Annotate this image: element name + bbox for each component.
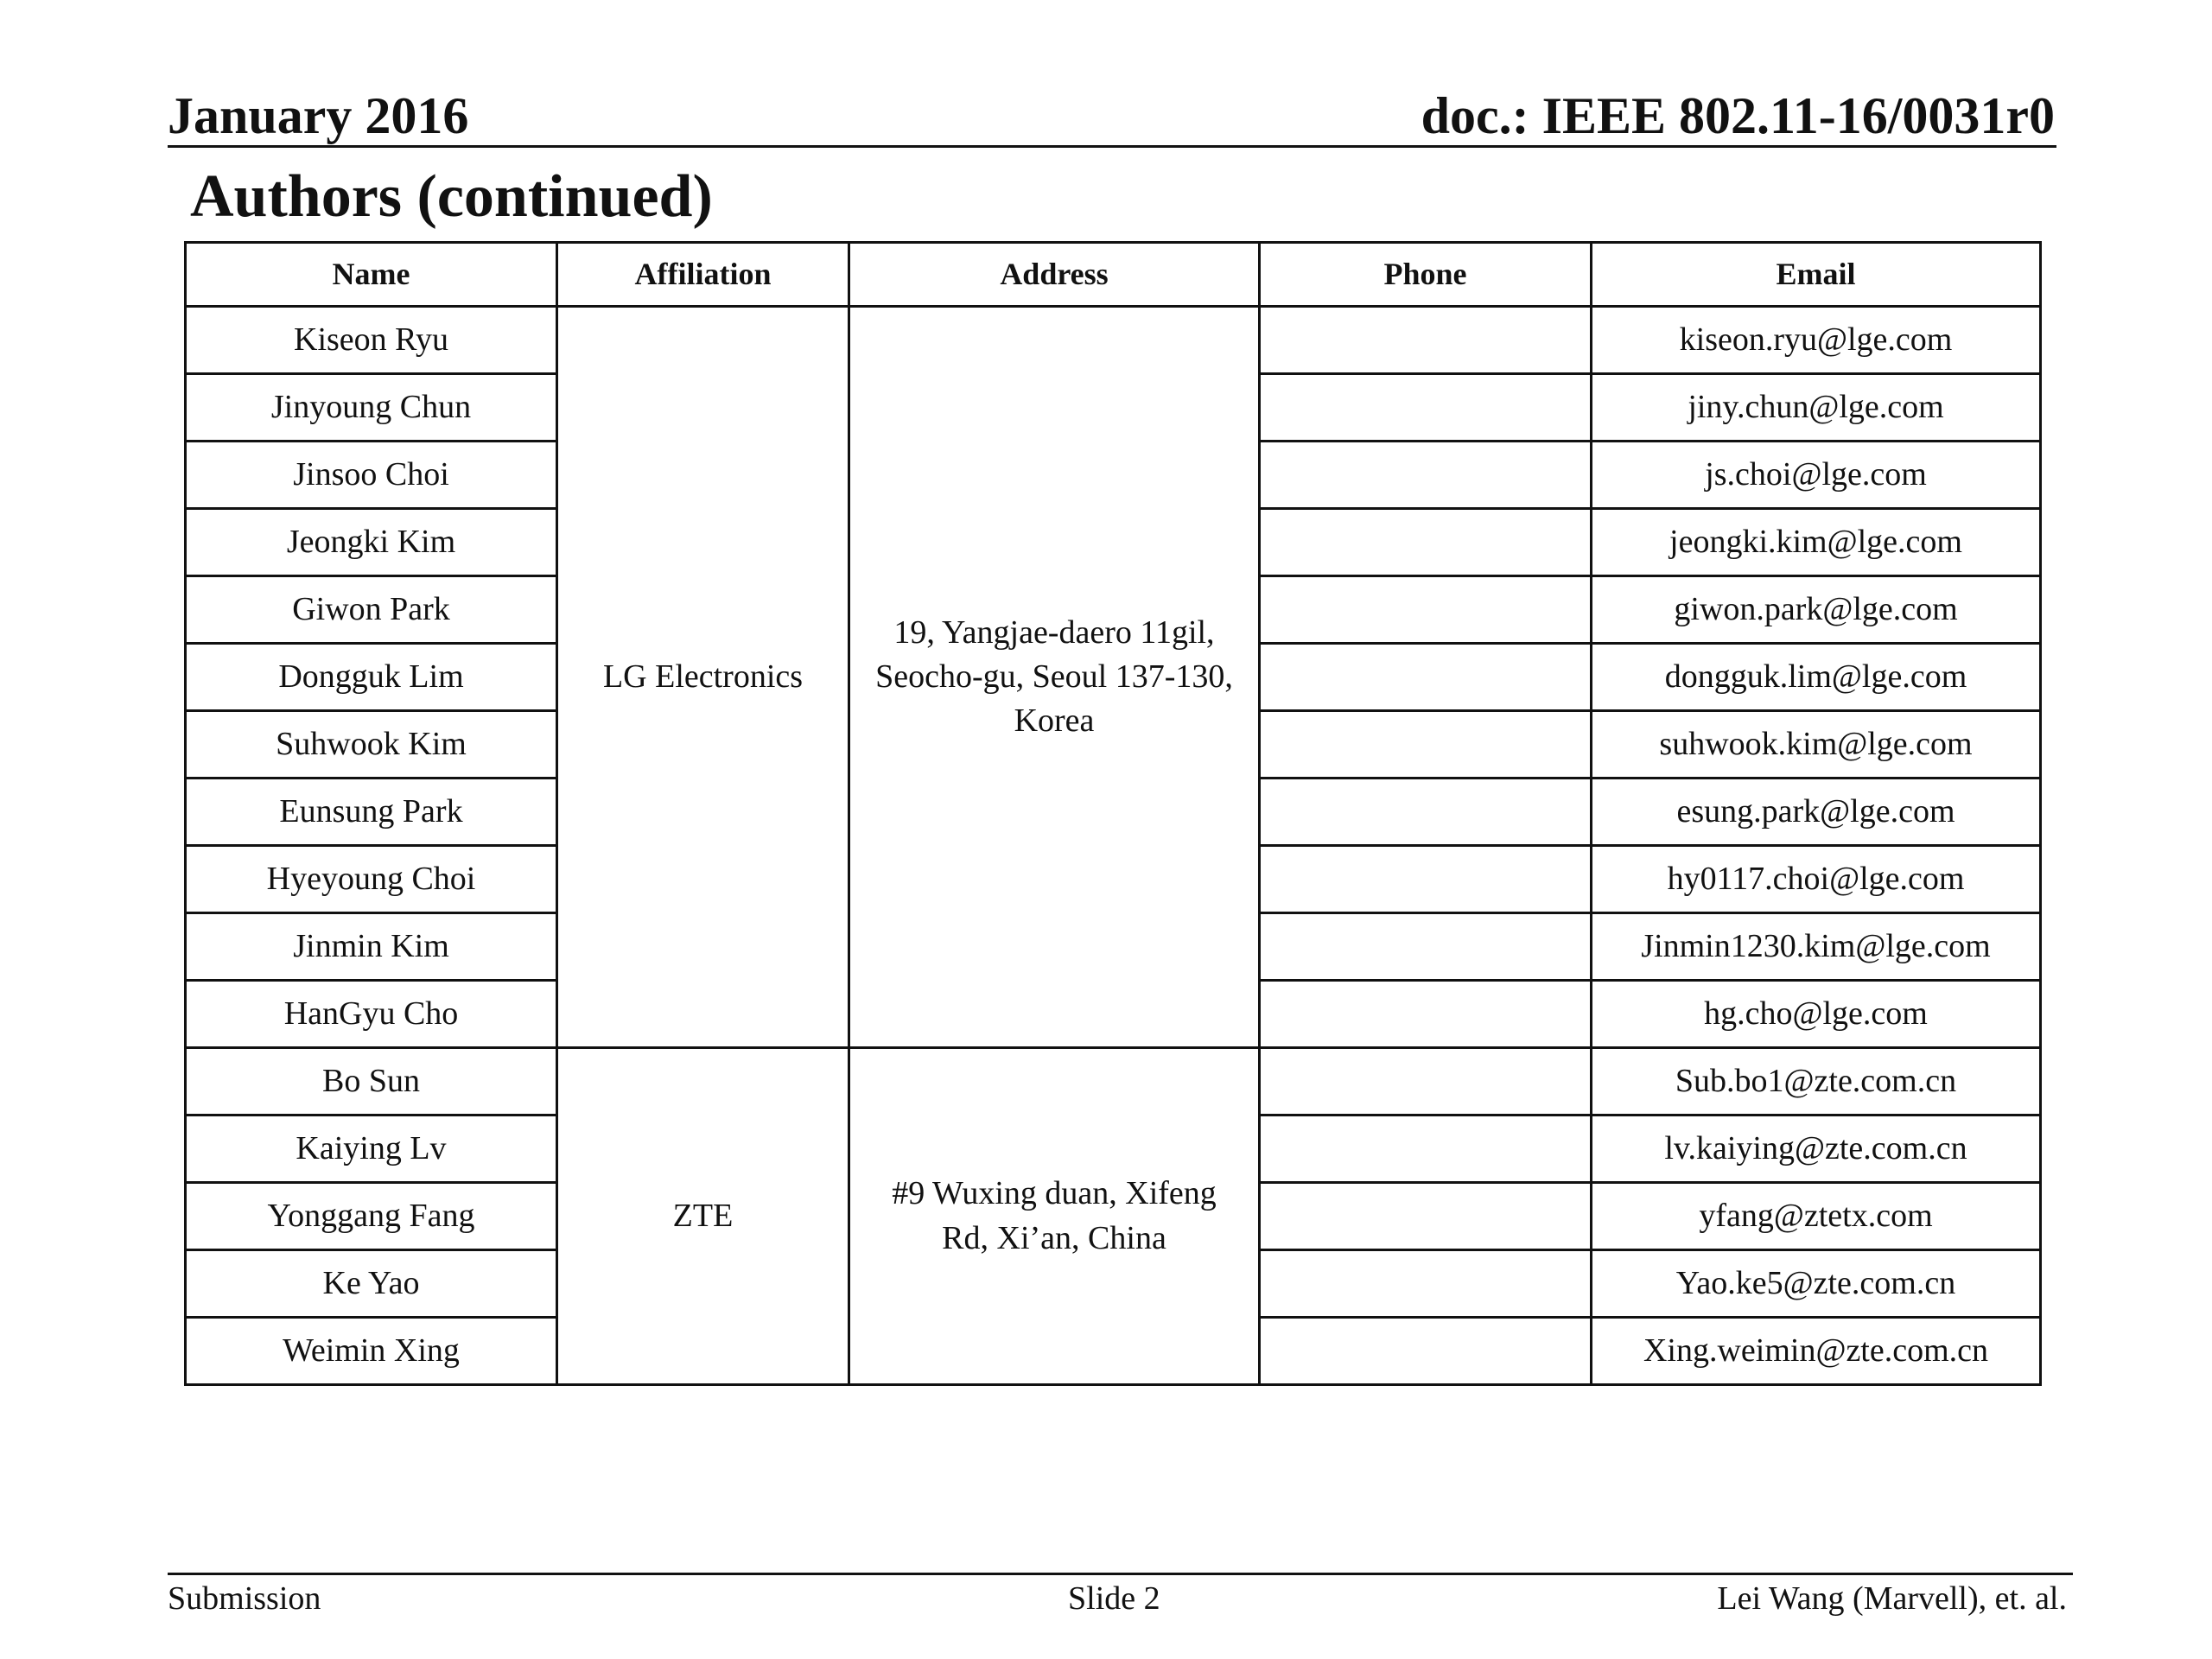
footer-author: Lei Wang (Marvell), et. al. xyxy=(1717,1580,2067,1617)
author-email: Yao.ke5@zte.com.cn xyxy=(1592,1250,2041,1318)
author-phone xyxy=(1260,779,1592,846)
author-name: Hyeyoung Choi xyxy=(186,846,557,913)
author-email: kiseon.ryu@lge.com xyxy=(1592,307,2041,374)
table-row xyxy=(186,307,2041,374)
author-name: Jinyoung Chun xyxy=(186,374,557,442)
author-name: Weimin Xing xyxy=(186,1318,557,1385)
author-phone xyxy=(1260,307,1592,374)
author-phone xyxy=(1260,1250,1592,1318)
author-phone xyxy=(1260,1048,1592,1116)
author-email: suhwook.kim@lge.com xyxy=(1592,711,2041,779)
author-email: hg.cho@lge.com xyxy=(1592,981,2041,1048)
author-email: giwon.park@lge.com xyxy=(1592,576,2041,644)
author-name: Eunsung Park xyxy=(186,779,557,846)
column-header-email: Email xyxy=(1592,243,2041,307)
author-affiliation: LG Electronics xyxy=(557,307,849,1048)
author-name: Kaiying Lv xyxy=(186,1116,557,1183)
column-header-address: Address xyxy=(849,243,1260,307)
author-name: Bo Sun xyxy=(186,1048,557,1116)
author-name: Yonggang Fang xyxy=(186,1183,557,1250)
author-email: hy0117.choi@lge.com xyxy=(1592,846,2041,913)
footer-submission: Submission xyxy=(168,1580,321,1617)
author-name: Jinsoo Choi xyxy=(186,442,557,509)
author-name: Ke Yao xyxy=(186,1250,557,1318)
footer-slide-number: Slide 2 xyxy=(1068,1580,1160,1617)
author-name: Dongguk Lim xyxy=(186,644,557,711)
footer-rule xyxy=(168,1573,2073,1575)
author-email: yfang@ztetx.com xyxy=(1592,1183,2041,1250)
author-phone xyxy=(1260,1116,1592,1183)
author-email: lv.kaiying@zte.com.cn xyxy=(1592,1116,2041,1183)
column-header-name: Name xyxy=(186,243,557,307)
author-email: Xing.weimin@zte.com.cn xyxy=(1592,1318,2041,1385)
author-name: Suhwook Kim xyxy=(186,711,557,779)
author-name: Jeongki Kim xyxy=(186,509,557,576)
header-doc-id: doc.: IEEE 802.11-16/0031r0 xyxy=(1421,87,2055,144)
author-phone xyxy=(1260,509,1592,576)
author-email: js.choi@lge.com xyxy=(1592,442,2041,509)
author-name: Giwon Park xyxy=(186,576,557,644)
author-address: 19, Yangjae-daero 11gil, Seocho-gu, Seoul 137-130, Korea xyxy=(849,307,1260,1048)
author-phone xyxy=(1260,1183,1592,1250)
column-header-phone: Phone xyxy=(1260,243,1592,307)
table-header-row xyxy=(186,243,2041,307)
author-email: esung.park@lge.com xyxy=(1592,779,2041,846)
author-address: #9 Wuxing duan, Xifeng Rd, Xi’an, China xyxy=(849,1048,1260,1385)
header-date: January 2016 xyxy=(168,87,469,144)
author-name: Kiseon Ryu xyxy=(186,307,557,374)
author-email: dongguk.lim@lge.com xyxy=(1592,644,2041,711)
authors-table xyxy=(184,241,2042,1386)
author-phone xyxy=(1260,442,1592,509)
header-rule xyxy=(168,145,2056,148)
author-email: Sub.bo1@zte.com.cn xyxy=(1592,1048,2041,1116)
author-phone xyxy=(1260,913,1592,981)
author-phone xyxy=(1260,711,1592,779)
author-phone xyxy=(1260,1318,1592,1385)
author-email: jeongki.kim@lge.com xyxy=(1592,509,2041,576)
author-phone xyxy=(1260,981,1592,1048)
author-email: Jinmin1230.kim@lge.com xyxy=(1592,913,2041,981)
table-body xyxy=(186,307,2041,1385)
author-phone xyxy=(1260,846,1592,913)
slide-title: Authors (continued) xyxy=(190,163,713,230)
column-header-affiliation: Affiliation xyxy=(557,243,849,307)
author-name: Jinmin Kim xyxy=(186,913,557,981)
author-phone xyxy=(1260,644,1592,711)
table-row xyxy=(186,1048,2041,1116)
author-phone xyxy=(1260,576,1592,644)
author-name: HanGyu Cho xyxy=(186,981,557,1048)
author-email: jiny.chun@lge.com xyxy=(1592,374,2041,442)
author-affiliation: ZTE xyxy=(557,1048,849,1385)
author-phone xyxy=(1260,374,1592,442)
